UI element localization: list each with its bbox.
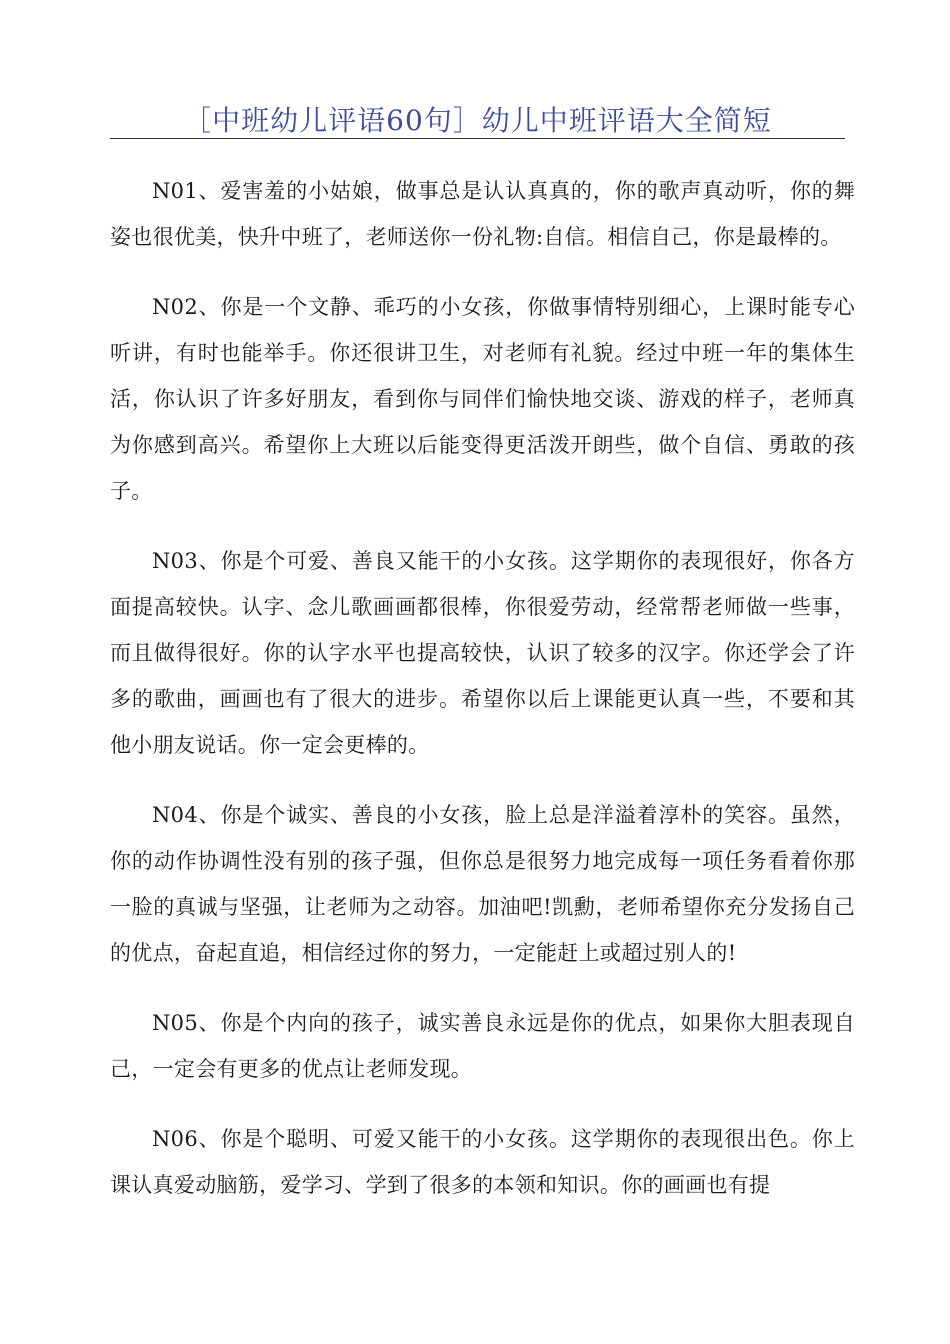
comment-paragraph-n03: N03、你是个可爱、善良又能干的小女孩。这学期你的表现很好，你各方面提高较快。认字、念儿歌画画都很棒，你很爱劳动，经常帮老师做一些事，而且做得很好。你的认字水平也提高较快，认识了较多的汉字。你还学会了许多的歌曲，画画也有了很大的进步。希望你以后上课能更认真一些，不要和其他小朋友说话。你一定会更棒的。	[110, 549, 855, 757]
comment-paragraph-n01: N01、爱害羞的小姑娘，做事总是认认真真的，你的歌声真动听，你的舞姿也很优美，快升中班了，老师送你一份礼物:自信。相信自己，你是最棒的。	[110, 179, 855, 249]
comment-paragraph-n04: N04、你是个诚实、善良的小女孩，脸上总是洋溢着淳朴的笑容。虽然，你的动作协调性没有别的孩子强，但你总是很努力地完成每一项任务看着你那一脸的真诚与坚强，让老师为之动容。加油吧!凯勳，老师希望你充分发扬自己的优点，奋起直追，相信经过你的努力，一定能赶上或超过别人的!	[110, 803, 855, 965]
title-underline	[110, 138, 845, 139]
comment-paragraph-n02: N02、你是一个文静、乖巧的小女孩，你做事情特别细心，上课时能专心听讲，有时也能举手。你还很讲卫生，对老师有礼貌。经过中班一年的集体生活，你认识了许多好朋友，看到你与同伴们愉快地交谈、游戏的样子，老师真为你感到高兴。希望你上大班以后能变得更活泼开朗些，做个自信、勇敢的孩子。	[110, 295, 855, 503]
document-body	[110, 168, 855, 1232]
comment-paragraph-n06: N06、你是个聪明、可爱又能干的小女孩。这学期你的表现很出色。你上课认真爱动脑筋，爱学习、学到了很多的本领和知识。你的画画也有提	[110, 1127, 855, 1197]
comment-paragraph-n05: N05、你是个内向的孩子，诚实善良永远是你的优点，如果你大胆表现自己，一定会有更多的优点让老师发现。	[110, 1011, 855, 1081]
document-title: ［中班幼儿评语60句］幼儿中班评语大全简短	[183, 104, 772, 137]
